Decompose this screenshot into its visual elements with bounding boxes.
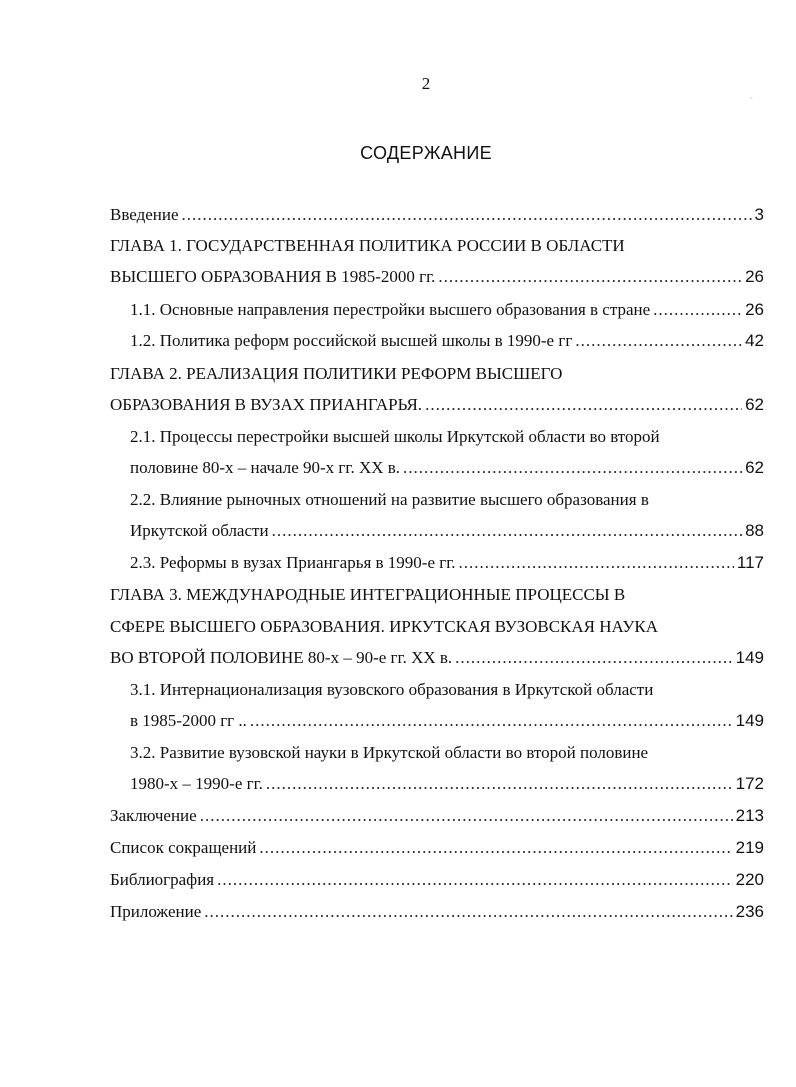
toc-entry-2-3[interactable] xyxy=(130,553,764,573)
entry-text: половине 80-х – начале 90-х гг. XX в. xyxy=(130,458,401,477)
leader-dots xyxy=(200,806,733,826)
page-number: 2 xyxy=(421,74,431,93)
leader-dots xyxy=(250,711,733,731)
toc-entry-2-2[interactable] xyxy=(130,521,764,541)
leader-dots xyxy=(204,902,732,922)
entry-text: в 1985-2000 гг .. xyxy=(130,711,247,730)
scan-mark: ◦ xyxy=(750,94,753,102)
leader-dots xyxy=(403,458,742,478)
entry-page: 62 xyxy=(745,458,764,477)
entry-text: СФЕРЕ ВЫСШЕГО ОБРАЗОВАНИЯ. ИРКУТСКАЯ ВУЗОВСКАЯ НАУКА xyxy=(110,617,658,636)
entry-text: 3.2. Развитие вузовской науки в Иркутской области во второй половине xyxy=(130,743,649,762)
toc-entry-ch1-line1[interactable] xyxy=(110,236,625,256)
leader-dots xyxy=(653,300,742,320)
entry-page: 26 xyxy=(745,267,764,286)
entry-text: Библиография xyxy=(110,870,215,889)
toc-entry-appendix[interactable] xyxy=(110,902,764,922)
toc-entry-conclusion[interactable] xyxy=(110,806,764,826)
toc-entry-3-2-line1[interactable] xyxy=(130,743,648,763)
toc-entry-abbreviations[interactable] xyxy=(110,838,764,858)
leader-dots xyxy=(455,648,732,668)
entry-text: 1.2. Политика реформ российской высшей школы в 1990-е гг xyxy=(130,331,573,350)
entry-text: ГЛАВА 1. ГОСУДАРСТВЕННАЯ ПОЛИТИКА РОССИИ В ОБЛАСТИ xyxy=(110,236,625,255)
toc-title: СОДЕРЖАНИЕ xyxy=(360,143,492,163)
leader-dots xyxy=(217,870,733,890)
toc-entry-ch2-line1[interactable] xyxy=(110,364,562,384)
entry-page: 149 xyxy=(735,648,764,667)
entry-text: ОБРАЗОВАНИЯ В ВУЗАХ ПРИАНГАРЬЯ. xyxy=(110,395,423,414)
entry-text: Приложение xyxy=(110,902,202,921)
entry-text: 1.1. Основные направления перестройки высшего образования в стране xyxy=(130,300,651,319)
toc-entry-2-1[interactable] xyxy=(130,458,764,478)
entry-page: 220 xyxy=(735,870,764,889)
toc-entry-ch3-line2[interactable] xyxy=(110,617,658,637)
entry-text: Иркутской области xyxy=(130,521,269,540)
leader-dots xyxy=(438,267,742,287)
leader-dots xyxy=(182,205,752,225)
entry-page: 149 xyxy=(735,711,764,730)
entry-page: 219 xyxy=(735,838,764,857)
toc-entry-intro[interactable] xyxy=(110,205,764,225)
entry-text: ГЛАВА 3. МЕЖДУНАРОДНЫЕ ИНТЕГРАЦИОННЫЕ ПРОЦЕССЫ В xyxy=(110,585,626,604)
entry-page: 117 xyxy=(736,553,764,572)
entry-page: 3 xyxy=(754,205,764,224)
leader-dots xyxy=(259,838,732,858)
entry-text: ГЛАВА 2. РЕАЛИЗАЦИЯ ПОЛИТИКИ РЕФОРМ ВЫСШЕГО xyxy=(110,364,563,383)
entry-text: ВЫСШЕГО ОБРАЗОВАНИЯ В 1985-2000 гг. xyxy=(110,267,436,286)
leader-dots xyxy=(425,395,742,415)
leader-dots xyxy=(575,331,742,351)
entry-text: Заключение xyxy=(110,806,197,825)
entry-text: Список сокращений xyxy=(110,838,257,857)
leader-dots xyxy=(459,553,734,573)
entry-text: ВО ВТОРОЙ ПОЛОВИНЕ 80-х – 90-е гг. XX в. xyxy=(110,648,453,667)
entry-text: 3.1. Интернационализация вузовского образования в Иркутской области xyxy=(130,680,654,699)
leader-dots xyxy=(272,521,743,541)
toc-entry-ch1[interactable] xyxy=(110,267,764,287)
entry-page: 88 xyxy=(745,521,764,540)
toc-entry-3-2[interactable] xyxy=(130,774,764,794)
entry-text: 2.2. Влияние рыночных отношений на развитие высшего образования в xyxy=(130,490,649,509)
entry-page: 236 xyxy=(735,902,764,921)
toc-entry-2-1-line1[interactable] xyxy=(130,427,660,447)
toc-entry-3-1[interactable] xyxy=(130,711,764,731)
entry-text: 2.3. Реформы в вузах Приангарья в 1990-е гг. xyxy=(130,553,456,572)
toc-entry-bibliography[interactable] xyxy=(110,870,764,890)
leader-dots xyxy=(266,774,733,794)
toc-entry-1-1[interactable] xyxy=(130,300,764,320)
entry-page: 62 xyxy=(745,395,764,414)
entry-page: 172 xyxy=(735,774,764,793)
entry-page: 42 xyxy=(745,331,764,350)
toc-entry-ch2[interactable] xyxy=(110,395,764,415)
entry-page: 26 xyxy=(745,300,764,319)
entry-text: Введение xyxy=(110,205,179,224)
toc-entry-ch3-line1[interactable] xyxy=(110,585,625,605)
entry-text: 1980-х – 1990-е гг. xyxy=(130,774,263,793)
entry-text: 2.1. Процессы перестройки высшей школы Иркутской области во второй xyxy=(130,427,660,446)
toc-entry-1-2[interactable] xyxy=(130,331,764,351)
toc-entry-2-2-line1[interactable] xyxy=(130,490,649,510)
toc-entry-ch3[interactable] xyxy=(110,648,764,668)
entry-page: 213 xyxy=(735,806,764,825)
toc-entry-3-1-line1[interactable] xyxy=(130,680,653,700)
